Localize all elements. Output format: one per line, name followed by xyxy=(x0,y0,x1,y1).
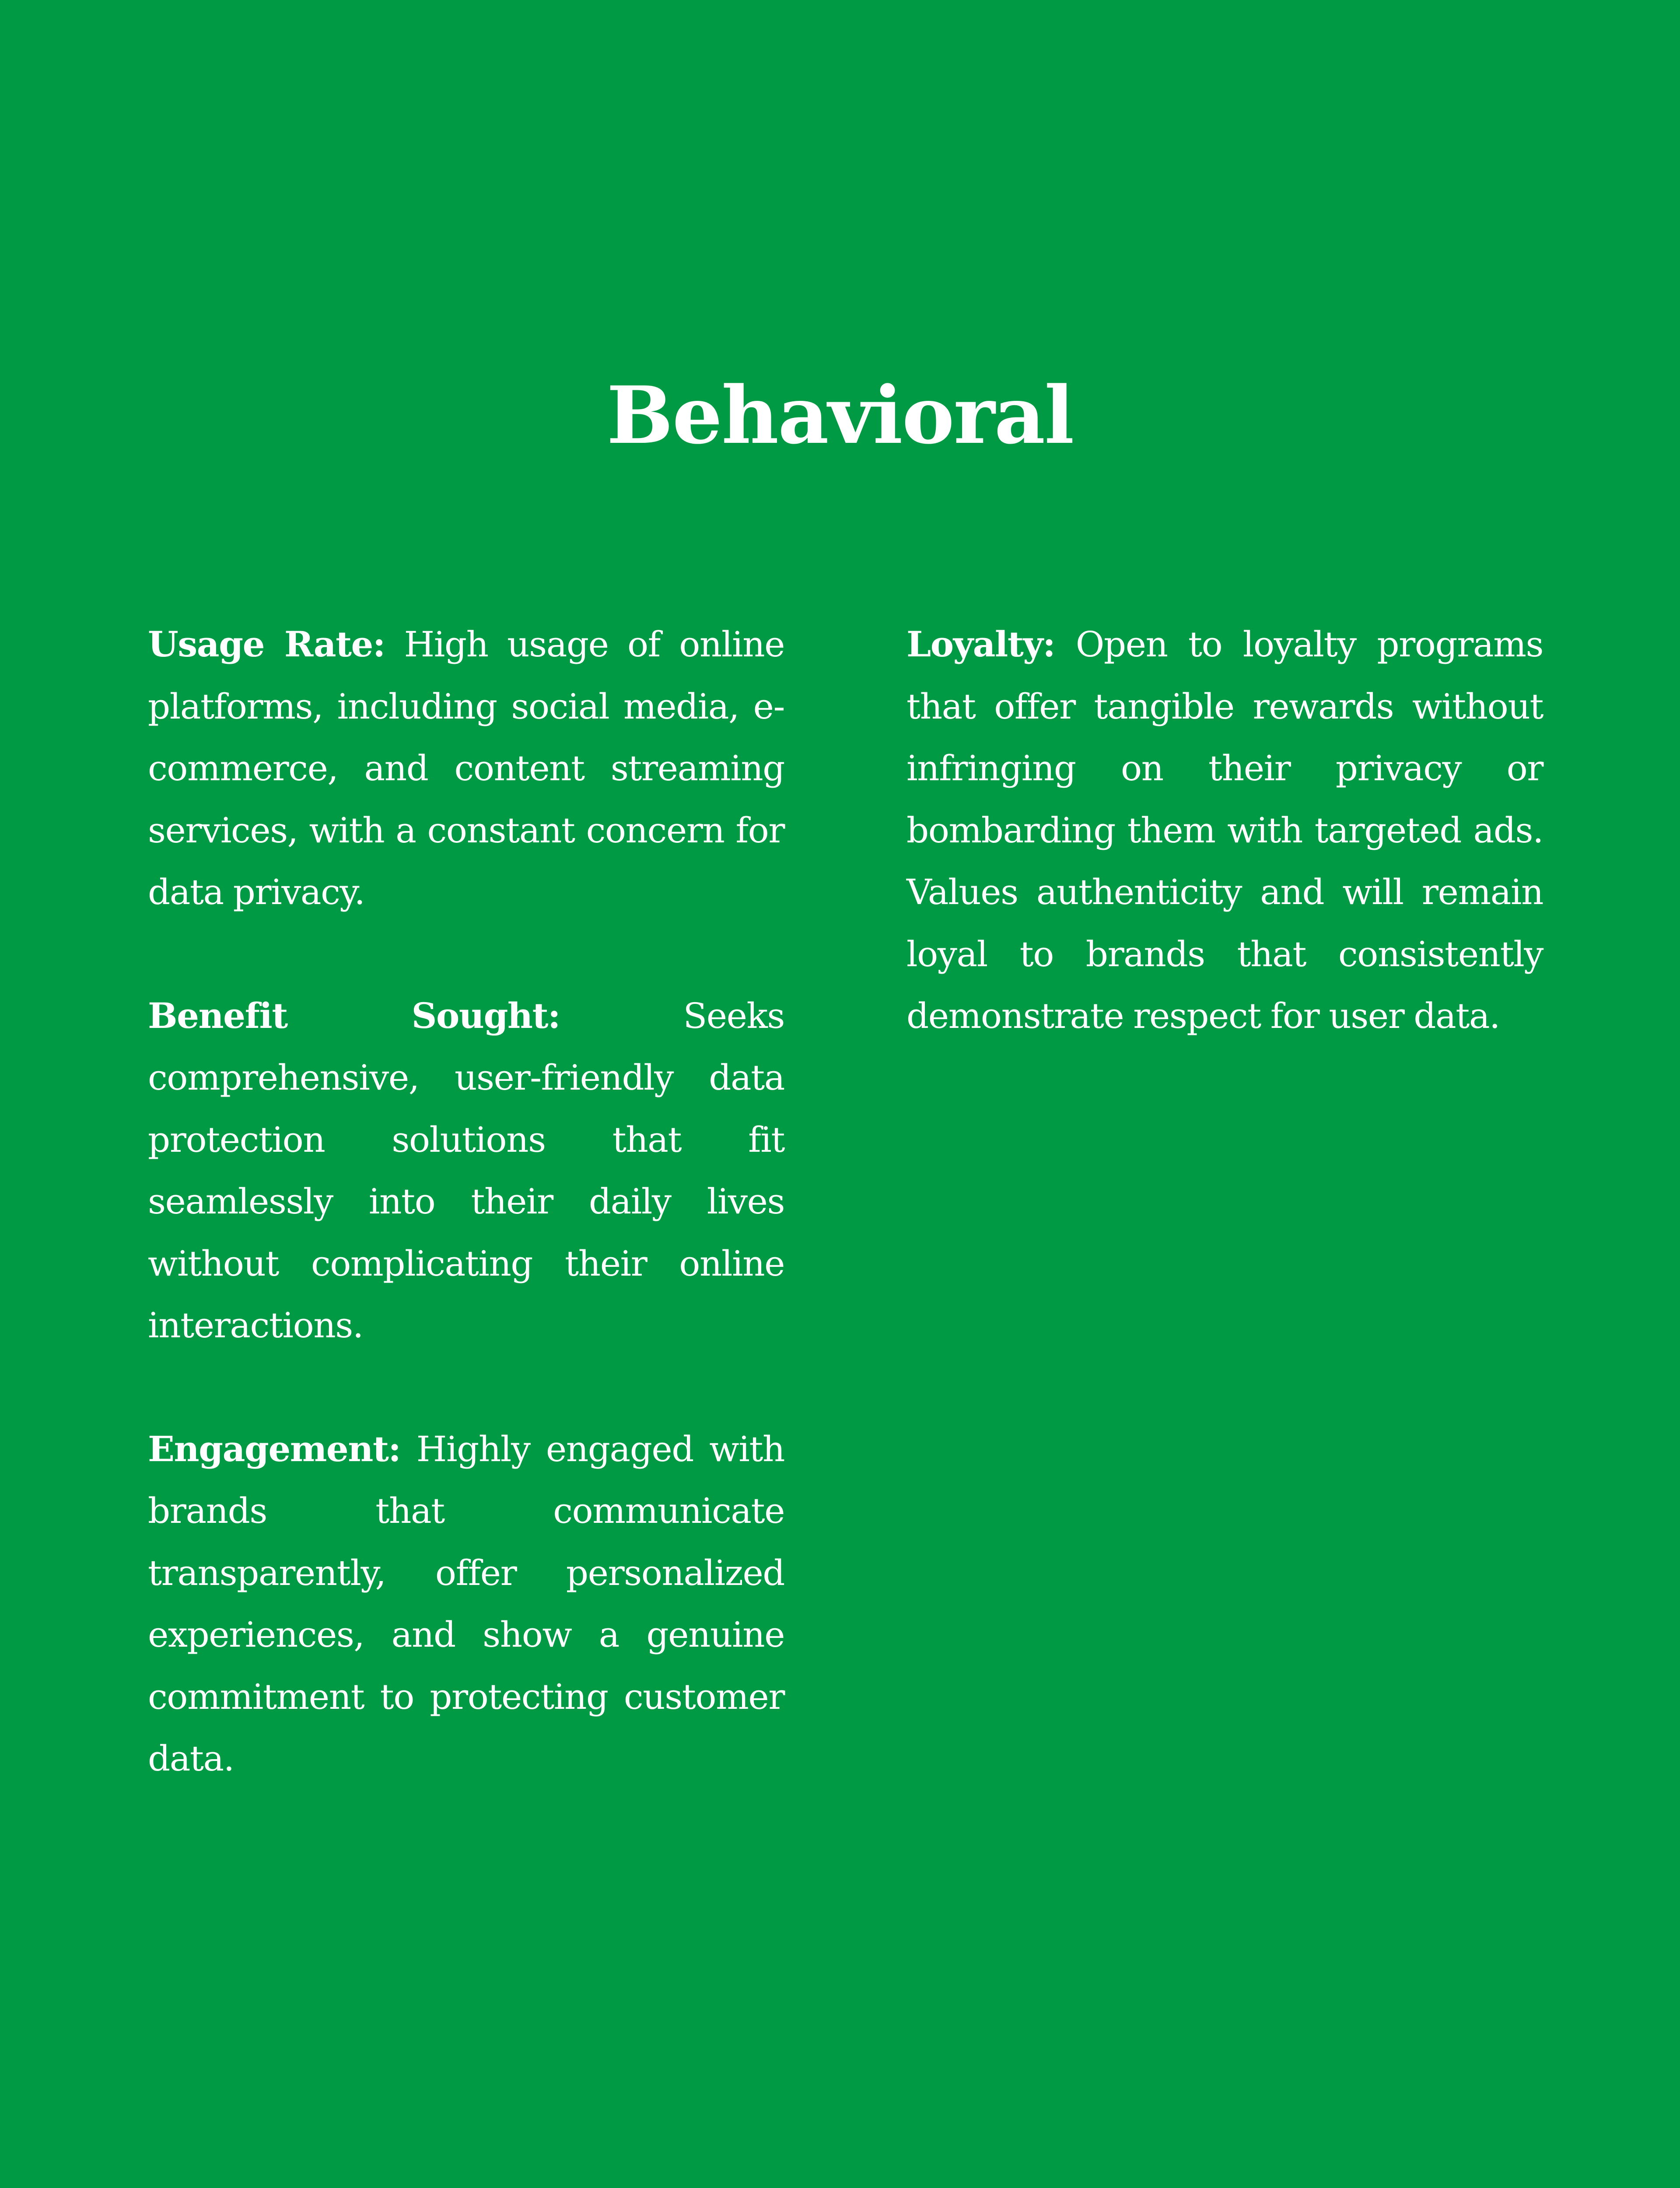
loyalty-text: Open to loyalty programs that offer tangible rewards without infringing on their privacy or bombarding them with targeted ads. Values authenticity and will remain loyal to brands that consistently demonstrate respect for user data. xyxy=(906,624,1543,1036)
loyalty-label: Loyalty: xyxy=(906,624,1055,665)
left-column xyxy=(148,614,784,1851)
engagement-paragraph xyxy=(148,1418,784,1790)
engagement-label: Engagement: xyxy=(148,1428,401,1469)
loyalty-paragraph xyxy=(906,614,1543,1047)
page-title: Behavioral xyxy=(606,369,1074,462)
benefit-sought-paragraph xyxy=(148,985,784,1357)
benefit-sought-text: Seeks comprehensive, user-friendly data protection solutions that fit seamlessly into their daily lives without complicating their online interactions. xyxy=(148,995,784,1346)
usage-rate-paragraph xyxy=(148,614,784,923)
usage-rate-label: Usage Rate: xyxy=(148,624,385,665)
right-column xyxy=(906,614,1543,1109)
usage-rate-text: High usage of online platforms, including social media, e-commerce, and content streaming services, with a constant concern for data privacy. xyxy=(148,624,784,912)
engagement-text: Highly engaged with brands that communicate transparently, offer personalized experiences, and show a genuine commitment to protecting customer data. xyxy=(148,1428,785,1779)
benefit-sought-label: Benefit Sought: xyxy=(148,995,560,1036)
